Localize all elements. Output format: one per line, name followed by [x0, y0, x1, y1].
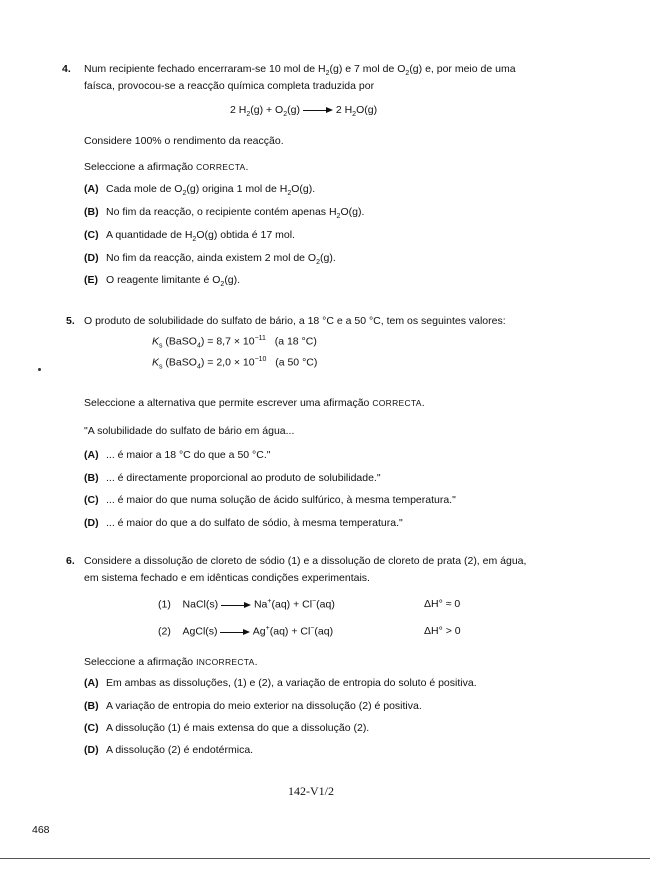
q5-select: Seleccione a alternativa que permite escrever uma afirmação CORRECTA. — [84, 397, 425, 409]
q6-select: Seleccione a afirmação INCORRECTA. — [84, 656, 258, 668]
q4-select: Seleccione a afirmação CORRECTA. — [84, 161, 249, 173]
q6-reaction-2: (2) AgCl(s) Ag+(aq) + Cl−(aq) — [158, 625, 334, 638]
q6-option-a: (A) Em ambas as dissoluções, (1) e (2), a variação de entropia do soluto é positiva. — [84, 677, 477, 689]
q6-option-b: (B) A variação de entropia do meio exterior na dissolução (2) é positiva. — [84, 700, 422, 712]
q4-stem-line2: faísca, provocou-se a reacção química completa traduzida por — [84, 80, 375, 92]
q4-option-d: (D) No fim da reacção, ainda existem 2 mol de $O_2(g)$. — [84, 252, 336, 267]
q4-option-b: (B) No fim da reacção, o recipiente contém apenas $H_2O(g)$. — [84, 206, 365, 221]
bottom-rule — [0, 858, 650, 859]
q4-option-e: (E) O reagente limitante é $O_2(g)$. — [84, 274, 241, 289]
q4-consider: Considere 100% o rendimento da reacção. — [84, 135, 284, 147]
page-code: 142-V1/2 — [288, 784, 334, 798]
q5-number: 5. — [66, 315, 75, 327]
q5-option-c: (C) ... é maior do que numa solução de ácido sulfúrico, à mesma temperatura." — [84, 494, 456, 506]
q6-stem-line1: Considere a dissolução de cloreto de sódio (1) e a dissolução de cloreto de prata (2), em água, — [84, 555, 527, 567]
reaction-arrow-icon — [303, 105, 333, 115]
q5-option-a: (A) ... é maior a 18 °C do que a 50 °C." — [84, 449, 271, 461]
q6-stem-line2: em sistema fechado e em idênticas condições experimentais. — [84, 572, 370, 584]
q5-ks-18: $K_s$ (BaSO$_4$) = $8,7 \times 10^{-11}$ (a 18 °C) — [152, 335, 317, 350]
q6-option-c: (C) A dissolução (1) é mais extensa do que a dissolução (2). — [84, 722, 370, 734]
q6-dh-1: ΔH° ≈ 0 — [424, 598, 461, 610]
q4-option-a: (A) Cada mole de $O_2(g)$ origina 1 mol de $H_2O(g)$. — [84, 183, 316, 198]
q6-dh-2: ΔH° > 0 — [424, 625, 461, 637]
margin-mark — [38, 368, 41, 371]
q5-ks-50: $K_s$ (BaSO$_4$) = $2,0 \times 10^{-10}$ (a 50 °C) — [152, 356, 318, 371]
q5-lead: "A solubilidade do sulfato de bário em água... — [84, 425, 295, 437]
page-number: 468 — [32, 824, 50, 836]
q5-stem: O produto de solubilidade do sulfato de bário, a 18 °C e a 50 °C, tem os seguintes valores: — [84, 315, 506, 327]
q4-option-c: (C) A quantidade de $H_2O(g)$ obtida é 17 mol. — [84, 229, 295, 244]
q5-option-d: (D) ... é maior do que a do sulfato de sódio, à mesma temperatura." — [84, 517, 403, 529]
q6-number: 6. — [66, 555, 75, 567]
q6-reaction-1: (1) NaCl(s) Na+(aq) + Cl−(aq) — [158, 598, 335, 611]
q5-option-b: (B) ... é directamente proporcional ao produto de solubilidade." — [84, 472, 381, 484]
q6-option-d: (D) A dissolução (2) é endotérmica. — [84, 744, 254, 756]
reaction-arrow-icon — [221, 600, 251, 610]
q4-equation: 2 $H_2(g) + O_2(g)$ 2 $H_2O(g)$ — [230, 104, 378, 119]
reaction-arrow-icon — [220, 627, 250, 637]
q4-stem-line1: Num recipiente fechado encerraram-se 10 mol de $H_2(g)$ e 7 mol de $O_2(g)$ e, por meio de uma — [84, 63, 516, 78]
q4-number: 4. — [62, 63, 71, 75]
